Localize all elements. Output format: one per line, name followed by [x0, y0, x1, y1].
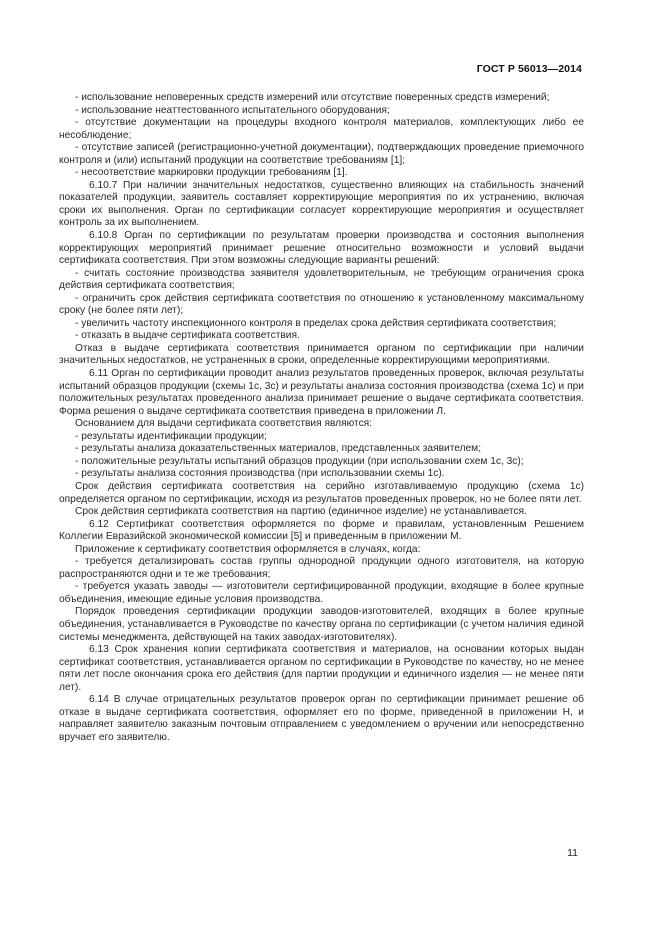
paragraph: - использование неповеренных средств измерений или отсутствие поверенных средств измерений;: [75, 92, 550, 103]
paragraph: Основанием для выдачи сертификата соответствия являются:: [75, 418, 373, 430]
document-body: [59, 92, 584, 744]
paragraph: - положительные результаты испытаний образцов продукции (при использовании схем 1с, 3с);: [75, 455, 524, 467]
paragraph: - использование неаттестованного испытательного оборудования;: [75, 104, 390, 116]
paragraph: - требуется детализировать состав группы однородной продукции одного изготовителя, на которую распространяются одни и те же требования;: [59, 556, 584, 580]
paragraph: Приложение к сертификату соответствия оформляется в случаях, когда:: [75, 543, 421, 555]
paragraph: - результаты анализа доказательственных материалов, представленных заявителем;: [75, 443, 482, 455]
paragraph: Порядок проведения сертификации продукции заводов-изготовителей, входящих в более крупные объединения, устанавливается в Руководстве по качеству органа по сертификации (с учетом наличия единой системы менеджмента, действующей на таких заводах-изготовителях).: [59, 606, 584, 643]
paragraph: Отказ в выдаче сертификата соответствия принимается органом по сертификации при наличии значительных недостатков, не устраненных в сроки, определенные корректирующими мероприятиями.: [59, 342, 584, 367]
paragraph: 6.11 Орган по сертификации проводит анализ результатов проведенных проверок, включая результаты испытаний образцов продукции (схемы 1с, 3с) и результаты анализа состояния производства (схема 1с) и при положительных результатах проведенного анализа принимает решение о выдаче сертификата соответствия. Форма решения о выдаче сертификата соответствия приведена в приложении Л.: [59, 368, 584, 417]
paragraph: - несоответствие маркировки продукции требованиям [1].: [75, 167, 348, 179]
standard-number: ГОСТ Р 56013—2014: [476, 63, 582, 75]
paragraph: - отсутствие записей (регистрационно-учетной документации), подтверждающих проведение приемочного контроля и (или) испытаний продукции на соответствие требованиям [1];: [59, 142, 584, 166]
paragraph: - отсутствие документации на процедуры входного контроля материалов, комплектующих либо ее несоблюдение;: [59, 117, 584, 141]
paragraph: Срок действия сертификата соответствия на серийно изготавливаемую продукцию (схема 1с) определяется органом по сертификации, исходя из результатов проведенных проверок, но не более пяти лет.: [59, 480, 584, 505]
paragraph: 6.10.7 При наличии значительных недостатков, существенно влияющих на стабильность значений показателей продукции, заявитель составляет корректирующие мероприятия по их устранению, включая сроки их выполнения. Орган по сертификации согласует корректирующие мероприятия и осуществляет контроль за их выполнением.: [59, 179, 584, 229]
paragraph: 6.14 В случае отрицательных результатов проверок орган по сертификации принимает решение об отказе в выдаче сертификата соответствия, оформляет его по форме, приведенной в приложении Н, и направляет заявителю заказным почтовым отправлением с уведомлением о вручении или непосредственно вручает его заявителю.: [59, 694, 584, 743]
paragraph: - увеличить частоту инспекционного контроля в пределах срока действия сертификата соответствия;: [75, 317, 557, 329]
paragraph: - результаты анализа состояния производства (при использовании схемы 1с).: [75, 468, 445, 480]
paragraph: 6.12 Сертификат соответствия оформляется по форме и правилам, установленным Решением Коллегии Евразийской экономической комиссии [5] и приведенным в приложении М.: [59, 518, 584, 543]
paragraph: Срок действия сертификата соответствия на партию (единичное изделие) не устанавливается.: [75, 506, 527, 518]
paragraph: - ограничить срок действия сертификата соответствия по отношению к установленному максимальному сроку (не более пяти лет);: [59, 292, 584, 317]
paragraph: - отказать в выдаче сертификата соответствия.: [75, 330, 300, 342]
page-number: 11: [567, 847, 578, 859]
paragraph: - требуется указать заводы — изготовители сертифицированной продукции, входящие в более крупные объединения, имеющие единые условия производства.: [59, 581, 584, 605]
paragraph: - результаты идентификации продукции;: [75, 430, 267, 442]
paragraph: - считать состояние производства заявителя удовлетворительным, не требующим ограничения срока действия сертификата соответствия;: [59, 267, 584, 292]
paragraph: 6.13 Срок хранения копии сертификата соответствия и материалов, на основании которых выдан сертификат соответствия, устанавливается органом по сертификации в Руководстве по качеству, но не менее пяти лет после окончания срока его действия (для партии продукции и единичного изделия — не менее пяти лет).: [59, 644, 584, 693]
paragraph: 6.10.8 Орган по сертификации по результатам проверки производства и состояния выполнения корректирующих мероприятий принимает решение относительно возможности и условий выдачи сертификата соответствия. При этом возможны следующие варианты решений:: [59, 230, 584, 267]
